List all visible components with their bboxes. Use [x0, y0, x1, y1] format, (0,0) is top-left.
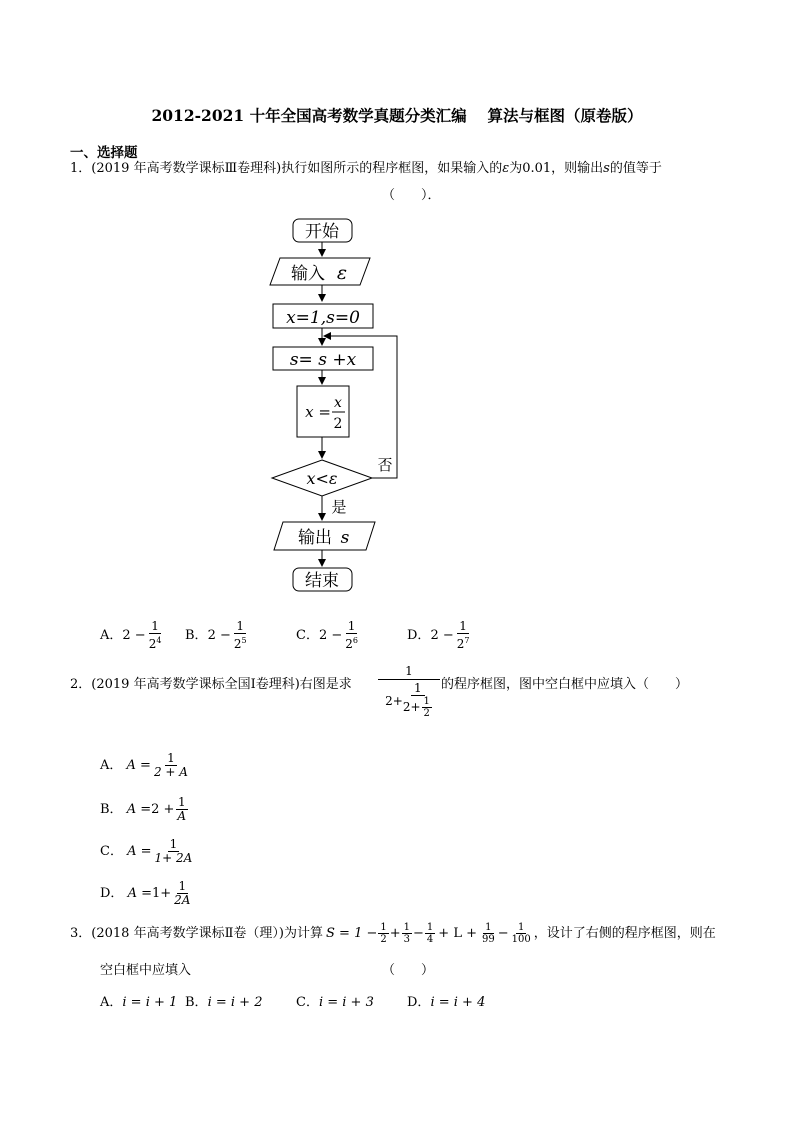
option-letter: C．	[100, 844, 123, 859]
option-num: 1	[459, 619, 467, 633]
q1-epsilon: ε	[502, 161, 510, 176]
section-heading: 一、选择题	[70, 145, 138, 161]
option-exp: 4	[156, 636, 162, 645]
option-letter: B．	[185, 995, 208, 1010]
option-den: 2A	[174, 893, 191, 907]
q1-flowchart	[260, 212, 420, 597]
flow-update-s-label: s= s +x	[289, 350, 357, 370]
option-den: 2	[456, 637, 465, 651]
q3-text-b: ，设计了右侧的程序框图，则在	[533, 925, 716, 941]
q3-frac-num: 1	[517, 922, 525, 933]
option-expr: i = i + 3	[318, 995, 374, 1010]
q1-text-b: 为	[509, 161, 523, 176]
option-pre: 1+	[152, 886, 172, 901]
option-letter: A．	[100, 995, 123, 1010]
flow-end-label: 结束	[305, 571, 339, 591]
question-1	[70, 160, 730, 178]
option-letter: D．	[100, 886, 124, 901]
flow-x-num: x	[334, 395, 342, 411]
q3-frac-den: 2	[380, 934, 387, 945]
q1-text: 执行如图所示的程序框图，如果输入的	[281, 161, 503, 176]
q1-value: 0.01	[522, 161, 552, 176]
option-lhs: A =	[127, 886, 152, 901]
q2-number: 2．	[70, 677, 92, 692]
option-num: 1	[151, 619, 159, 633]
option-letter: A．	[100, 758, 123, 773]
q3-frac-den: 3	[403, 934, 411, 945]
q1-answer-bracket: （ ）．	[382, 188, 441, 203]
q2-option-d[interactable]	[100, 880, 193, 907]
flow-output-label: 输出	[298, 528, 332, 548]
q1-option-b[interactable]	[185, 620, 250, 651]
option-num: 1	[169, 837, 178, 851]
option-expr: i = i + 4	[430, 995, 486, 1010]
q3-option-a[interactable]	[100, 991, 177, 1010]
q3-frac-num: 1	[403, 922, 411, 933]
option-expr: i = i + 1	[122, 995, 178, 1010]
option-letter: D．	[407, 995, 431, 1010]
q1-text-c: ，则输出	[551, 161, 604, 176]
option-pre: 2 +	[151, 802, 175, 817]
q3-source: (2018 年高考数学课标Ⅱ卷（理）)	[91, 925, 284, 941]
cf-inner-num: 1	[411, 682, 425, 696]
q1-source: (2019 年高考数学课标Ⅲ卷理科)	[91, 161, 282, 176]
option-den: 1+ 2A	[154, 851, 193, 865]
q3-frac-den: 4	[426, 934, 434, 945]
q3-text: 为计算	[283, 925, 323, 941]
option-num: 1	[167, 751, 175, 765]
flow-yes-label: 是	[331, 498, 347, 516]
q2-option-b[interactable]	[100, 796, 189, 823]
option-letter: B．	[100, 802, 123, 817]
option-lhs: A =	[126, 758, 151, 773]
option-num: 1	[236, 619, 245, 633]
option-den: 2	[233, 637, 242, 651]
q3-s-lhs: S = 1 −	[326, 925, 378, 941]
q3-option-d[interactable]	[407, 991, 485, 1010]
q3-frac-den: 100	[511, 934, 531, 945]
q3-option-c[interactable]	[296, 991, 374, 1010]
cf-two: 2+	[385, 693, 403, 708]
option-base: 2 −	[122, 628, 146, 643]
q3-op: −	[497, 925, 509, 941]
option-num: 1	[178, 879, 187, 893]
q1-number: 1．	[70, 161, 92, 176]
option-letter: B．	[185, 628, 208, 643]
option-letter: D．	[407, 628, 431, 643]
q2-source: (2019 年高考数学课标全国Ⅰ卷理科)	[91, 677, 300, 692]
q3-frac-num: 1	[426, 922, 434, 933]
q3-frac-den: 99	[481, 934, 495, 945]
q1-text-d: 的值等于	[609, 161, 662, 176]
option-lhs: A =	[127, 844, 152, 859]
option-den: 2 + A	[153, 765, 188, 779]
option-num: 1	[347, 619, 356, 633]
q3-answer-bracket: （ ）	[382, 963, 435, 978]
cf-inner-two: 2+	[402, 700, 421, 714]
page-title: 2012-2021 十年全国高考数学真题分类汇编 算法与框图（原卷版）	[151, 106, 643, 125]
option-lhs: A =	[126, 802, 152, 817]
option-letter: C．	[296, 628, 319, 643]
option-exp: 6	[352, 636, 358, 645]
q1-option-c[interactable]	[296, 620, 361, 651]
q3-frac-num: 1	[380, 922, 387, 933]
q1-s: s	[603, 161, 610, 176]
q1-option-d[interactable]	[407, 620, 472, 651]
q3-option-b[interactable]	[185, 991, 262, 1010]
q3-op: −	[413, 925, 424, 941]
option-letter: A．	[100, 628, 123, 643]
cf-num: 1	[378, 664, 440, 680]
option-exp: 7	[464, 636, 470, 645]
flow-condition-label: x<ε	[306, 469, 338, 488]
option-den: 2	[345, 637, 353, 651]
option-expr: i = i + 2	[207, 995, 263, 1010]
flow-x-eq: x =	[305, 403, 331, 421]
flow-x-den: 2	[333, 416, 343, 432]
option-base: 2 −	[207, 628, 231, 643]
option-base: 2 −	[430, 628, 454, 643]
q2-option-c[interactable]	[100, 838, 195, 865]
option-letter: C．	[296, 995, 319, 1010]
flow-input-var: ε	[336, 262, 348, 284]
q3-line2: 空白框中应填入	[100, 963, 192, 978]
cf-last-num: 1	[423, 696, 430, 707]
flow-start-label: 开始	[305, 222, 339, 242]
question-3	[70, 922, 750, 945]
q2-text: 右图是求	[299, 677, 352, 692]
flow-init-label: x=1,s=0	[286, 308, 360, 328]
q1-option-a[interactable]	[100, 620, 164, 651]
flow-no-label: 否	[377, 456, 393, 474]
flow-output-var: s	[340, 528, 350, 548]
q3-frac-num: 1	[485, 922, 492, 933]
flow-input-label: 输入	[291, 264, 325, 284]
q3-op: +	[389, 925, 401, 941]
q2-continued-fraction	[378, 664, 440, 719]
option-den: 2	[148, 637, 157, 651]
option-num: 1	[177, 795, 186, 809]
q2-option-a[interactable]	[100, 752, 191, 779]
option-den: A	[177, 809, 187, 823]
q3-ellipsis: + L +	[438, 925, 477, 941]
q2-text-b: 的程序框图，图中空白框中应填入（ ）	[441, 677, 689, 692]
option-exp: 5	[241, 636, 247, 645]
cf-last-den: 2	[423, 708, 430, 719]
q3-number: 3．	[70, 925, 92, 941]
option-base: 2 −	[318, 628, 343, 643]
